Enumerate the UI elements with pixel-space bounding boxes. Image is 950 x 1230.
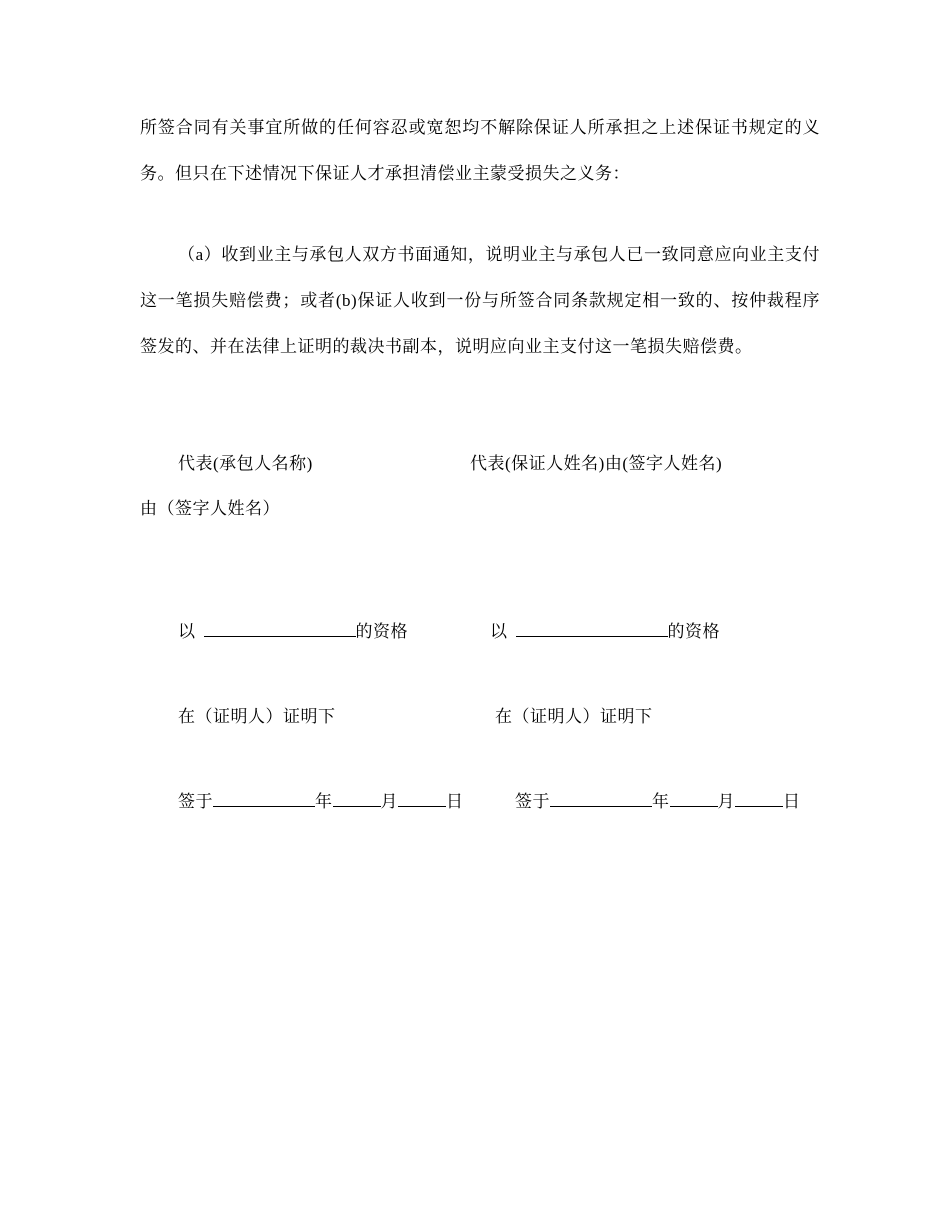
sign-date-blank-right (550, 790, 652, 807)
capacity-left (178, 620, 408, 644)
sign-day-right: 日 (783, 792, 801, 811)
signer-name-label: 由（签字人姓名） (140, 499, 280, 518)
capacity-prefix-left: 以 (178, 622, 196, 641)
witness-statement-right: 在（证明人）证明下 (495, 707, 653, 726)
paragraph-guarantee-obligation: 所签合同有关事宜所做的任何容忍或宽恕均不解除保证人所承担之上述保证书规定的义务。但只在下述情况下保证人才承担清偿业主蒙受损失之义务： (140, 118, 820, 183)
witness-statement-left: 在（证明人）证明下 (178, 707, 336, 726)
capacity-prefix-right: 以 (490, 622, 508, 641)
sign-month-blank-left (333, 790, 381, 807)
witness-row (0, 705, 950, 729)
signature-date-left (178, 790, 464, 814)
signature-date-row (0, 790, 950, 814)
sign-day-blank-left (398, 790, 446, 807)
sign-month-left: 月 (380, 792, 398, 811)
capacity-suffix-right: 的资格 (667, 622, 720, 641)
representative-guarantor-label: 代表(保证人姓名)由(签字人姓名) (470, 454, 723, 473)
representatives-row (0, 452, 950, 476)
sign-month-blank-right (670, 790, 718, 807)
capacity-blank-line-left (204, 620, 356, 637)
sign-month-right: 月 (717, 792, 735, 811)
sign-prefix-left: 签于 (178, 792, 213, 811)
signature-date-right (515, 790, 801, 814)
representative-contractor-label: 代表(承包人名称) (178, 454, 313, 473)
sign-year-right: 年 (652, 792, 670, 811)
paragraph-payment-conditions: （a）收到业主与承包人双方书面通知，说明业主与承包人已一致同意应向业主支付这一笔损失赔偿费；或者(b)保证人收到一份与所签合同条款规定相一致的、按仲裁程序签发的、并在法律上证明的裁决书副本，说明应向业主支付这一笔损失赔偿费。 (140, 245, 820, 356)
signer-name-row (0, 497, 950, 521)
sign-year-left: 年 (315, 792, 333, 811)
capacity-suffix-left: 的资格 (355, 622, 408, 641)
sign-day-left: 日 (446, 792, 464, 811)
sign-day-blank-right (735, 790, 783, 807)
sign-prefix-right: 签于 (515, 792, 550, 811)
sign-date-blank-left (213, 790, 315, 807)
capacity-blank-line-right (516, 620, 668, 637)
capacity-row (0, 620, 950, 644)
capacity-right (490, 620, 720, 644)
